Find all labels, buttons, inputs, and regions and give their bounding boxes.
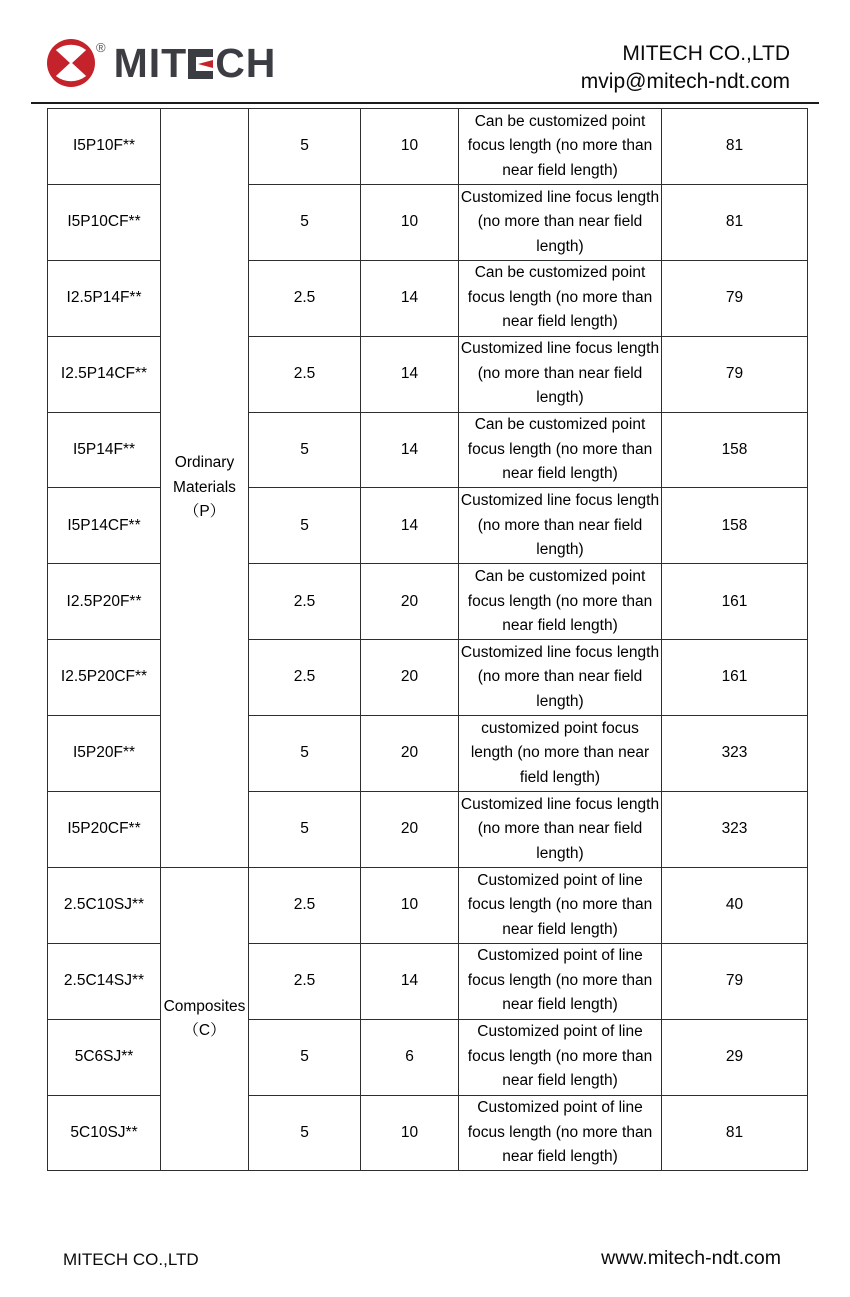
table-row	[48, 109, 808, 185]
diameter-cell: 10	[361, 184, 459, 260]
near-field-cell: 81	[662, 184, 808, 260]
model-cell: I2.5P14CF**	[48, 336, 161, 412]
description-cell: Customized line focus length (no more than near field length)	[459, 336, 662, 412]
material-group-label-line: Ordinary	[174, 454, 235, 472]
description-cell: Customized point of line focus length (no more than near field length)	[459, 867, 662, 943]
near-field-cell: 323	[662, 716, 808, 792]
company-name: MITECH CO.,LTD	[622, 42, 790, 65]
material-group-label-line: （P）	[183, 503, 226, 521]
near-field-cell: 81	[662, 109, 808, 185]
frequency-cell: 2.5	[249, 640, 361, 716]
model-cell: I2.5P20CF**	[48, 640, 161, 716]
diameter-cell: 20	[361, 640, 459, 716]
model-cell: I5P14CF**	[48, 488, 161, 564]
model-cell: 2.5C10SJ**	[48, 867, 161, 943]
model-cell: I5P10F**	[48, 109, 161, 185]
model-cell: 5C6SJ**	[48, 1019, 161, 1095]
model-cell: I5P10CF**	[48, 184, 161, 260]
near-field-cell: 158	[662, 412, 808, 488]
logo-wordmark	[114, 39, 277, 87]
diameter-cell: 20	[361, 716, 459, 792]
diameter-cell: 10	[361, 109, 459, 185]
frequency-cell: 2.5	[249, 867, 361, 943]
logo-e-glyph	[188, 49, 213, 79]
description-cell: Customized line focus length (no more than near field length)	[459, 640, 662, 716]
description-cell: Can be customized point focus length (no more than near field length)	[459, 412, 662, 488]
footer-website: www.mitech-ndt.com	[601, 1247, 781, 1269]
spec-table	[47, 108, 808, 1171]
diameter-cell: 14	[361, 488, 459, 564]
frequency-cell: 5	[249, 109, 361, 185]
material-group-cell	[161, 109, 249, 868]
frequency-cell: 2.5	[249, 336, 361, 412]
description-cell: Customized line focus length (no more than near field length)	[459, 488, 662, 564]
near-field-cell: 158	[662, 488, 808, 564]
description-cell: Can be customized point focus length (no more than near field length)	[459, 260, 662, 336]
description-cell: Customized point of line focus length (no more than near field length)	[459, 1019, 662, 1095]
diameter-cell: 14	[361, 943, 459, 1019]
company-email: mvip@mitech-ndt.com	[580, 70, 790, 93]
near-field-cell: 161	[662, 564, 808, 640]
company-logo	[47, 39, 276, 87]
description-cell: Customized line focus length (no more than near field length)	[459, 184, 662, 260]
diameter-cell: 14	[361, 336, 459, 412]
model-cell: I5P20CF**	[48, 792, 161, 868]
logo-wordmark-pre: MIT	[113, 40, 188, 86]
model-cell: I2.5P14F**	[48, 260, 161, 336]
near-field-cell: 79	[662, 336, 808, 412]
frequency-cell: 2.5	[249, 564, 361, 640]
model-cell: 5C10SJ**	[48, 1095, 161, 1171]
diameter-cell: 14	[361, 260, 459, 336]
material-group-label-line: Materials	[173, 478, 236, 496]
diameter-cell: 10	[361, 867, 459, 943]
diameter-cell: 20	[361, 792, 459, 868]
logo-wordmark-post: CH	[215, 40, 277, 86]
description-cell: Can be customized point focus length (no more than near field length)	[459, 564, 662, 640]
near-field-cell: 161	[662, 640, 808, 716]
diameter-cell: 14	[361, 412, 459, 488]
near-field-cell: 29	[662, 1019, 808, 1095]
frequency-cell: 5	[249, 792, 361, 868]
near-field-cell: 81	[662, 1095, 808, 1171]
model-cell: I2.5P20F**	[48, 564, 161, 640]
footer	[0, 1244, 850, 1278]
description-cell: Customized line focus length (no more than near field length)	[459, 792, 662, 868]
frequency-cell: 5	[249, 1019, 361, 1095]
description-cell: Can be customized point focus length (no more than near field length)	[459, 109, 662, 185]
frequency-cell: 5	[249, 488, 361, 564]
frequency-cell: 5	[249, 716, 361, 792]
description-cell: customized point focus length (no more than near field length)	[459, 716, 662, 792]
logo-red-arrow-icon	[198, 60, 213, 68]
near-field-cell: 323	[662, 792, 808, 868]
description-cell: Customized point of line focus length (no more than near field length)	[459, 943, 662, 1019]
near-field-cell: 79	[662, 943, 808, 1019]
header	[0, 0, 850, 104]
near-field-cell: 79	[662, 260, 808, 336]
registered-mark: ®	[96, 39, 106, 55]
frequency-cell: 5	[249, 412, 361, 488]
frequency-cell: 5	[249, 184, 361, 260]
header-rule	[31, 102, 819, 104]
material-group-label-line: Composites	[163, 997, 246, 1015]
diameter-cell: 20	[361, 564, 459, 640]
frequency-cell: 2.5	[249, 260, 361, 336]
table-row	[48, 867, 808, 943]
frequency-cell: 2.5	[249, 943, 361, 1019]
diameter-cell: 6	[361, 1019, 459, 1095]
material-group-cell	[161, 867, 249, 1171]
header-contact	[581, 40, 790, 96]
model-cell: 2.5C14SJ**	[48, 943, 161, 1019]
model-cell: I5P14F**	[48, 412, 161, 488]
material-group-label-line: （C）	[183, 1022, 226, 1040]
near-field-cell: 40	[662, 867, 808, 943]
frequency-cell: 5	[249, 1095, 361, 1171]
logo-mark-icon	[47, 39, 95, 87]
footer-company: MITECH CO.,LTD	[63, 1250, 199, 1269]
diameter-cell: 10	[361, 1095, 459, 1171]
model-cell: I5P20F**	[48, 716, 161, 792]
description-cell: Customized point of line focus length (no more than near field length)	[459, 1095, 662, 1171]
